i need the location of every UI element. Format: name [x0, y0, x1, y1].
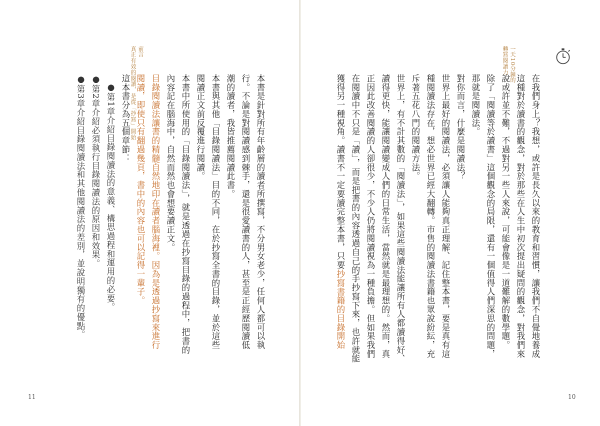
page-number-left: 11: [28, 394, 36, 401]
paragraph-with-highlight: [333, 74, 408, 366]
header-section-label: 前言: [137, 46, 143, 58]
bullet-item: ●第2章介紹必須執行目錄閱讀法的原因和效果。: [91, 74, 101, 269]
left-body-text: [76, 74, 268, 358]
paragraph: 除了「閱讀等於讀書」這個觀念的局限，還有一個值得人們深思的問題，那就是閱讀法。: [471, 74, 496, 359]
paragraph: 對你而言，什麼是閱讀法？: [456, 74, 466, 181]
highlighted-phrase: 抄寫書籍的目錄開始: [336, 269, 346, 350]
bullet-item: ●第1章介紹目錄閱讀法的意義、構思過程和運用的必要。: [106, 82, 116, 312]
right-page: [301, 0, 600, 426]
bullet-item: ●第3章介紹目錄閱讀法和其他閱讀法的差別，並說明獨有的優點。: [76, 74, 86, 340]
header-book-title-line2: 轉寫閱讀力: [501, 46, 508, 76]
page-number-right: 10: [568, 394, 576, 401]
stopwatch-icon: [554, 47, 572, 65]
paragraph: 本書與其他「目錄閱讀法」目的不同，在於抄寫全書的目錄，並於這些閱讀正文前反覆進行閱讀。: [196, 74, 221, 350]
header-book-title-line1: 一天10分鐘的: [509, 46, 515, 84]
highlighted-paragraph: 目錄閱讀法讓書的精髓自然地印在讀者腦海裡。因為是透過抄寫來進行閱讀，即使只有翻過幾頁，書中的內容也可以記得一輩子。: [136, 74, 161, 350]
paragraph: 本書是針對所有年齡層的讀者所撰寫，不分男女老少，任何人都可以執行。不論是對閱讀感到棘手，還是很愛讀書的人，甚至是正經歷閱讀低潮的讀者，我皆推薦閱讀此書。: [226, 74, 266, 350]
paragraph: 世界上最好的閱讀法，必須讓人能夠真正理解、記住整本書，要是真有這種閱讀法存在，想必世界已經大翻轉。市售的閱讀法書籍也眾說紛紜，充斥著五花八門的閱讀方法。: [411, 74, 451, 359]
chapter-intro-line: 這本書分為五個章節：: [121, 74, 131, 163]
paragraph: 在我們身上？我想，或許是長久以來的教育和習慣，讓我們不自覺地養成這種對於讀書的觀念，對於那些在人生中初次提出疑問的觀念，對我們來說或許並不難，不過對另一些人來說，可能會像是一道難解的數學題。: [501, 74, 541, 359]
header-chapter-title: 真正有效的閱讀，是從「抄寫」開始: [129, 46, 136, 141]
right-body-text: [315, 74, 543, 366]
paragraph: 本書中所使用的「目錄閱讀法」，就是透過在抄寫目錄的過程中，把書的內容記在腦海中，自然而然也會想要讀正文。: [166, 74, 191, 355]
paragraph-text: 世界上，有不計其數的「閱讀法」，如果這些閱讀法能讓所有人都讀得好、讀得更快，能讓閱讀變成人們的日常生活，當然就是最理想的。然而，真正因此改善閱讀的人卻很少，不少人仍將閱讀視為一種負擔。但如果我們在閱讀中不只是「讀」，而是把書的內容透過自己的手抄寫下來，也許就能獲得另一種視角。讀書不一定要讀完整本書，只要: [336, 74, 406, 364]
left-page: [0, 0, 299, 426]
